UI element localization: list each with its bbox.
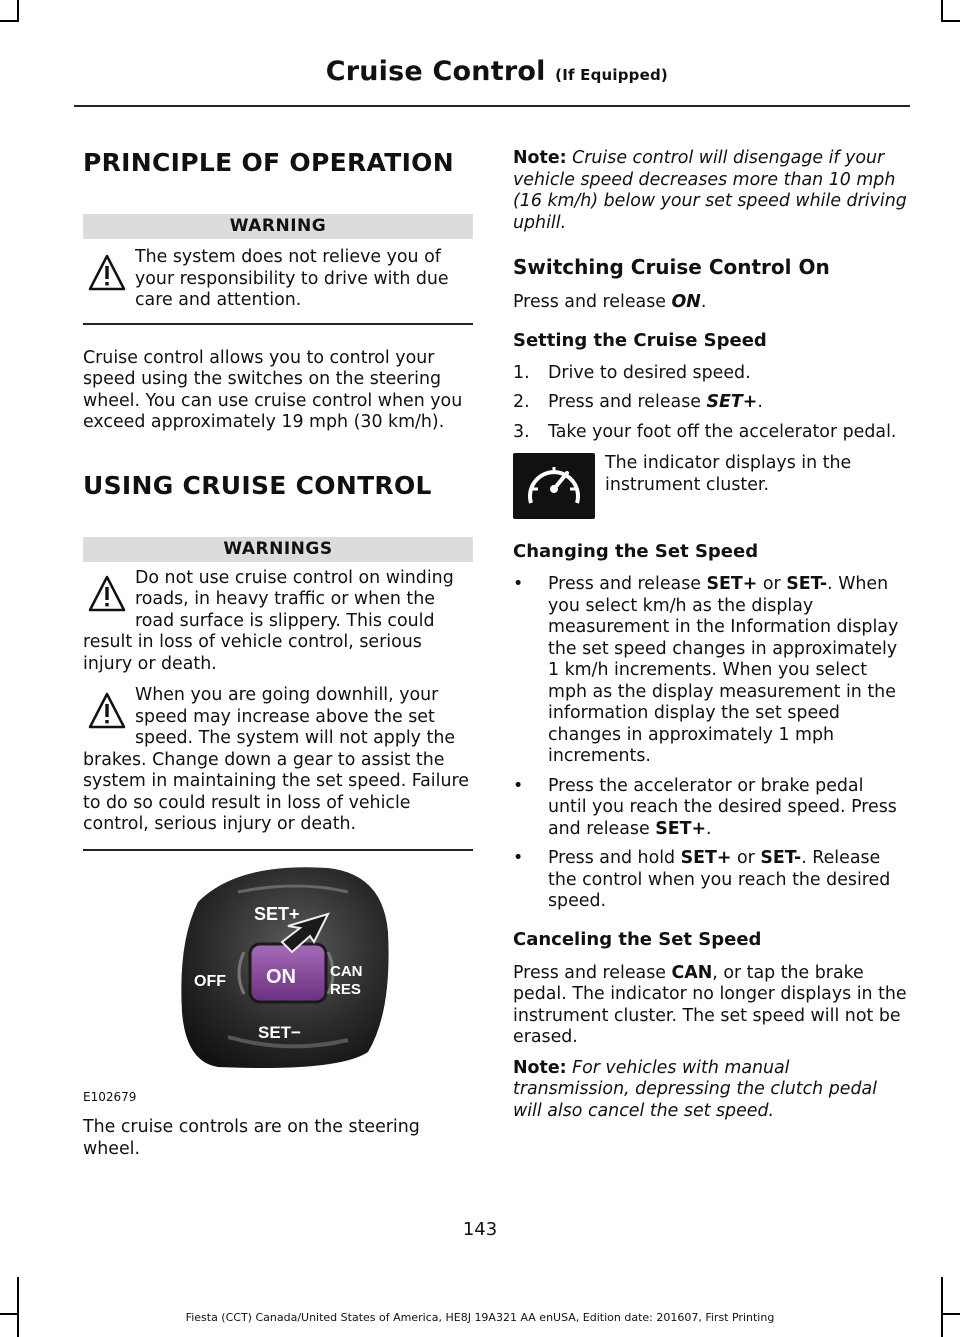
page-number: 143 — [462, 1219, 498, 1240]
warning-label: WARNING — [83, 214, 473, 239]
warning-rule — [83, 323, 473, 325]
list-item: 2. Press and release SET+. — [513, 392, 763, 412]
setting-steps — [513, 363, 907, 444]
warnings-rule — [83, 849, 473, 851]
set-plus-key: SET+ — [655, 818, 707, 839]
can-label: CAN — [330, 963, 363, 980]
crop-mark — [17, 0, 19, 22]
note-label: Note: — [513, 148, 567, 168]
crop-mark — [941, 20, 960, 22]
step-text: Drive to desired speed. — [548, 362, 751, 383]
warning-triangle-icon — [87, 691, 127, 731]
header-title-suffix: (If Equipped) — [555, 66, 668, 84]
bullet-text: . When you select km/h as the display measurement in the Information display the set speed changes in approximately 1 km/h increments. When you select mph as the display measurement in the information display the set speed changes in approximately 1 mph increments. — [548, 574, 899, 766]
header-title-text: Cruise Control — [325, 56, 546, 87]
header-rule — [74, 105, 910, 107]
step-text: Take your foot off the accelerator pedal. — [548, 421, 897, 442]
list-item — [513, 574, 907, 768]
step-text: Press and release — [548, 392, 701, 412]
warning-triangle-icon — [87, 574, 127, 614]
can-key: CAN — [671, 962, 713, 983]
res-label: RES — [330, 981, 361, 998]
indicator-block — [513, 453, 907, 525]
step-number: 3. — [513, 421, 530, 442]
heading-setting-speed: Setting the Cruise Speed — [513, 329, 767, 351]
set-plus-key: SET+ — [680, 848, 732, 868]
switching-on-pre: Press and release — [513, 292, 666, 312]
bullet-text: . Release the control when you reach the desired speed. — [548, 848, 891, 911]
warning-block-1 — [83, 562, 473, 676]
note-label: Note: — [513, 1057, 567, 1078]
crop-mark — [941, 1277, 943, 1337]
on-label: ON — [266, 966, 296, 988]
warning-block-2 — [83, 675, 473, 836]
bullet-marker: • — [513, 574, 524, 594]
step-number: 1. — [513, 362, 530, 383]
page-header-title — [326, 56, 668, 87]
page-footer: Fiesta (CCT) Canada/United States of America, HE8J 19A321 AA enUSA, Edition date: 201607, First Printing — [185, 1311, 775, 1324]
set-minus-label: SET− — [258, 1023, 301, 1042]
list-item: • Press the accelerator or brake pedal until you reach the desired speed. Press and release SET+. — [513, 775, 897, 839]
note-uphill — [513, 148, 907, 234]
note-manual-transmission — [513, 1058, 907, 1123]
image-code: E102679 — [83, 1090, 137, 1104]
list-item — [513, 363, 907, 385]
cruise-control-switch-illustration — [178, 862, 392, 1070]
off-label: OFF — [194, 973, 226, 990]
list-item — [513, 848, 907, 913]
right-column — [513, 148, 907, 1122]
on-key: ON — [671, 292, 701, 312]
switching-on-text: Press and release ON. — [513, 292, 707, 312]
set-plus-label: SET+ — [254, 904, 300, 924]
bullet-marker: • — [513, 775, 524, 796]
image-caption: The cruise controls are on the steering wheel. — [83, 1117, 420, 1159]
note-text: For vehicles with manual transmission, depressing the clutch pedal will also cancel the set speed. — [513, 1057, 877, 1121]
list-item — [513, 422, 907, 444]
left-column — [83, 140, 473, 851]
intro-paragraph: Cruise control allows you to control your speed using the switches on the steering wheel. You can use cruise control when you exceed approximately 19 mph (30 km/h). — [83, 347, 463, 432]
heading-changing-speed: Changing the Set Speed — [513, 541, 759, 562]
warning-text: The system does not relieve you of your responsibility to drive with due care and attention. — [135, 247, 449, 310]
warning-text-2: When you are going downhill, your speed may increase above the set speed. The system will not apply the brakes. Change down a gear to assist the system in maintaining the set speed. Failure to do so could result in loss of vehicle control, serious injury or death. — [83, 685, 469, 834]
bullet-text: or — [762, 574, 781, 594]
cancel-text-pre: Press and release — [513, 962, 666, 983]
indicator-text: The indicator displays in the instrument cluster. — [605, 453, 852, 495]
cancel-text-post: , or tap the brake pedal. The indicator no longer displays in the instrument cluster. The set speed will not be erased. — [513, 962, 907, 1047]
canceling-text — [513, 963, 907, 1049]
crop-mark — [17, 1277, 19, 1337]
warning-block — [83, 239, 473, 312]
set-minus-key: SET- — [786, 574, 828, 594]
heading-canceling-speed: Canceling the Set Speed — [513, 928, 762, 950]
note-text: Cruise control will disengage if your vehicle speed decreases more than 10 mph (16 km/h) below your set speed while driving uphill. — [513, 148, 907, 233]
heading-principle: PRINCIPLE OF OPERATION — [83, 148, 454, 177]
bullet-text: or — [736, 848, 755, 868]
speedometer-icon — [523, 459, 585, 513]
bullet-text: Press and hold — [548, 848, 676, 868]
set-minus-key: SET- — [760, 848, 802, 868]
heading-using: USING CRUISE CONTROL — [83, 470, 432, 500]
warning-text-1: Do not use cruise control on winding roads, in heavy traffic or when the road surface is slippery. This could result in loss of vehicle control, serious injury or death. — [83, 567, 454, 674]
changing-bullets — [513, 574, 907, 913]
bullet-text: Press the accelerator or brake pedal until you reach the desired speed. Press and release — [548, 775, 897, 839]
warnings-label: WARNINGS — [83, 537, 473, 562]
heading-switching-on: Switching Cruise Control On — [513, 255, 830, 279]
cruise-indicator-icon — [513, 453, 595, 519]
set-plus-key: SET+ — [706, 574, 758, 594]
step-number: 2. — [513, 392, 530, 412]
warning-triangle-icon — [87, 253, 127, 293]
crop-mark — [941, 0, 943, 22]
bullet-marker: • — [513, 848, 524, 868]
set-plus-key: SET+ — [706, 392, 758, 412]
bullet-text: Press and release — [548, 574, 701, 594]
crop-mark — [0, 20, 19, 22]
